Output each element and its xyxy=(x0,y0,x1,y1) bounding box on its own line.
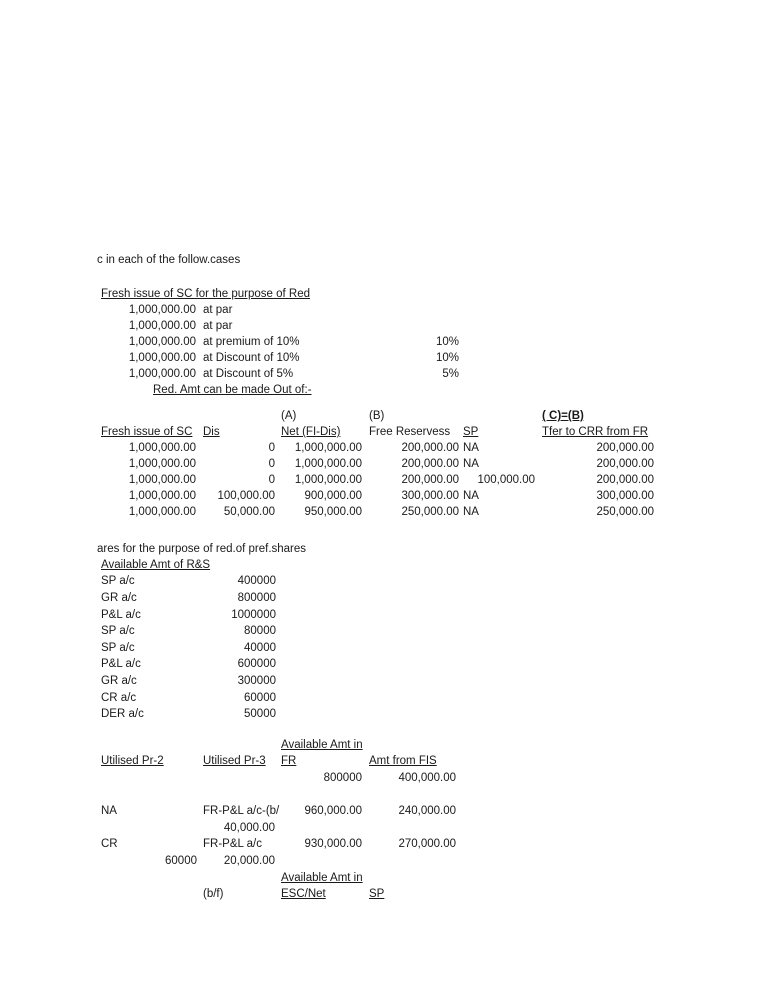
group-label-c: ( C)=(B) xyxy=(542,410,584,422)
fresh-issue-heading: Fresh issue of SC for the purpose of Red xyxy=(101,288,311,300)
cell-sp: NA xyxy=(463,458,479,470)
reserve-account: SP a/c xyxy=(101,642,135,654)
cell-free-reserves: 300,000.00 xyxy=(401,490,459,502)
cell-tfer-crr: 200,000.00 xyxy=(596,474,654,486)
fresh-issue-amount: 1,000,000.00 xyxy=(128,368,196,380)
reserve-account: P&L a/c xyxy=(101,609,141,621)
cell-net: 1,000,000.00 xyxy=(294,474,362,486)
fresh-issue-terms: at par xyxy=(203,304,233,316)
reserve-account: GR a/c xyxy=(101,592,137,604)
reserve-account: CR a/c xyxy=(101,692,137,704)
fresh-issue-rate: 10% xyxy=(435,352,459,364)
util-row3-fr: 930,000.00 xyxy=(304,838,362,850)
util-row2-pr3: FR-P&L a/c-(b/ xyxy=(203,805,280,817)
util-row2-pr2: NA xyxy=(101,805,117,817)
cell-net: 900,000.00 xyxy=(304,490,362,502)
util-header-fis: Amt from FIS xyxy=(369,755,437,767)
util-footer-sp: SP xyxy=(369,888,385,900)
util-header-pr2: Utilised Pr-2 xyxy=(101,755,164,767)
util-footer-top: Available Amt in xyxy=(281,872,363,884)
fresh-issue-terms: at par xyxy=(203,320,233,332)
cell-fresh-issue: 1,000,000.00 xyxy=(128,474,196,486)
reserve-amount: 800000 xyxy=(237,592,276,604)
redemption-subheading: Red. Amt can be made Out of:- xyxy=(153,384,312,396)
cell-dis: 0 xyxy=(268,458,275,470)
intro-line: c in each of the follow.cases xyxy=(97,254,241,266)
util-row2-fis: 240,000.00 xyxy=(398,805,456,817)
cell-free-reserves: 250,000.00 xyxy=(401,506,459,518)
util-row2b-pr3: 40,000.00 xyxy=(223,822,275,834)
fresh-issue-terms: at Discount of 5% xyxy=(203,368,294,380)
header-fresh-issue: Fresh issue of SC xyxy=(101,426,193,438)
header-dis: Dis xyxy=(203,426,220,438)
reserve-amount: 600000 xyxy=(237,658,276,670)
reserves-intro-line: ares for the purpose of red.of pref.shares xyxy=(97,543,307,555)
util-row3-pr3: FR-P&L a/c xyxy=(203,838,263,850)
fresh-issue-amount: 1,000,000.00 xyxy=(128,352,196,364)
group-label-a: (A) xyxy=(281,410,297,422)
reserve-amount: 400000 xyxy=(237,575,276,587)
cell-dis: 50,000.00 xyxy=(223,506,275,518)
fresh-issue-rate: 10% xyxy=(435,336,459,348)
cell-net: 1,000,000.00 xyxy=(294,442,362,454)
fresh-issue-amount: 1,000,000.00 xyxy=(128,336,196,348)
reserves-heading: Available Amt of R&S xyxy=(101,559,211,571)
cell-sp: NA xyxy=(463,506,479,518)
cell-free-reserves: 200,000.00 xyxy=(401,474,459,486)
reserve-account: DER a/c xyxy=(101,708,144,720)
cell-tfer-crr: 200,000.00 xyxy=(596,442,654,454)
cell-tfer-crr: 250,000.00 xyxy=(596,506,654,518)
fresh-issue-terms: at Discount of 10% xyxy=(203,352,300,364)
reserve-amount: 300000 xyxy=(237,675,276,687)
cell-sp: NA xyxy=(463,490,479,502)
cell-sp: NA xyxy=(463,442,479,454)
reserve-amount: 80000 xyxy=(244,625,276,637)
util-row3-pr2: CR xyxy=(101,838,118,850)
util-row2-fr: 960,000.00 xyxy=(304,805,362,817)
cell-fresh-issue: 1,000,000.00 xyxy=(128,506,196,518)
cell-net: 950,000.00 xyxy=(304,506,362,518)
header-tfer-crr: Tfer to CRR from FR xyxy=(542,426,649,438)
reserve-amount: 50000 xyxy=(244,708,276,720)
util-row1-fr: 800000 xyxy=(323,772,362,784)
util-header-fr: FR xyxy=(281,755,297,767)
cell-free-reserves: 200,000.00 xyxy=(401,442,459,454)
reserve-account: P&L a/c xyxy=(101,658,141,670)
util-row3-fis: 270,000.00 xyxy=(398,838,456,850)
cell-tfer-crr: 300,000.00 xyxy=(596,490,654,502)
reserve-amount: 60000 xyxy=(244,692,276,704)
cell-sp: 100,000.00 xyxy=(477,474,535,486)
reserve-amount: 40000 xyxy=(244,642,276,654)
util-header-top: Available Amt in xyxy=(281,739,363,751)
cell-net: 1,000,000.00 xyxy=(294,458,362,470)
header-sp: SP xyxy=(463,426,479,438)
reserve-account: GR a/c xyxy=(101,675,137,687)
util-row3b-pr2: 60000 xyxy=(165,855,197,867)
reserve-account: SP a/c xyxy=(101,575,135,587)
fresh-issue-amount: 1,000,000.00 xyxy=(128,304,196,316)
cell-dis: 0 xyxy=(268,474,275,486)
cell-dis: 0 xyxy=(268,442,275,454)
cell-dis: 100,000.00 xyxy=(217,490,275,502)
util-row3b-pr3: 20,000.00 xyxy=(223,855,275,867)
util-footer-bf: (b/f) xyxy=(203,888,224,900)
cell-fresh-issue: 1,000,000.00 xyxy=(128,458,196,470)
header-net: Net (FI-Dis) xyxy=(281,426,341,438)
cell-fresh-issue: 1,000,000.00 xyxy=(128,490,196,502)
fresh-issue-rate: 5% xyxy=(442,368,459,380)
cell-fresh-issue: 1,000,000.00 xyxy=(128,442,196,454)
fresh-issue-terms: at premium of 10% xyxy=(203,336,300,348)
util-header-pr3: Utilised Pr-3 xyxy=(203,755,266,767)
header-free-reserves: Free Reservess xyxy=(369,426,451,438)
cell-free-reserves: 200,000.00 xyxy=(401,458,459,470)
group-label-b: (B) xyxy=(369,410,385,422)
reserve-amount: 1000000 xyxy=(231,609,276,621)
cell-tfer-crr: 200,000.00 xyxy=(596,458,654,470)
fresh-issue-amount: 1,000,000.00 xyxy=(128,320,196,332)
reserve-account: SP a/c xyxy=(101,625,135,637)
util-row1-fis: 400,000.00 xyxy=(398,772,456,784)
util-footer-esc: ESC/Net xyxy=(281,888,326,900)
